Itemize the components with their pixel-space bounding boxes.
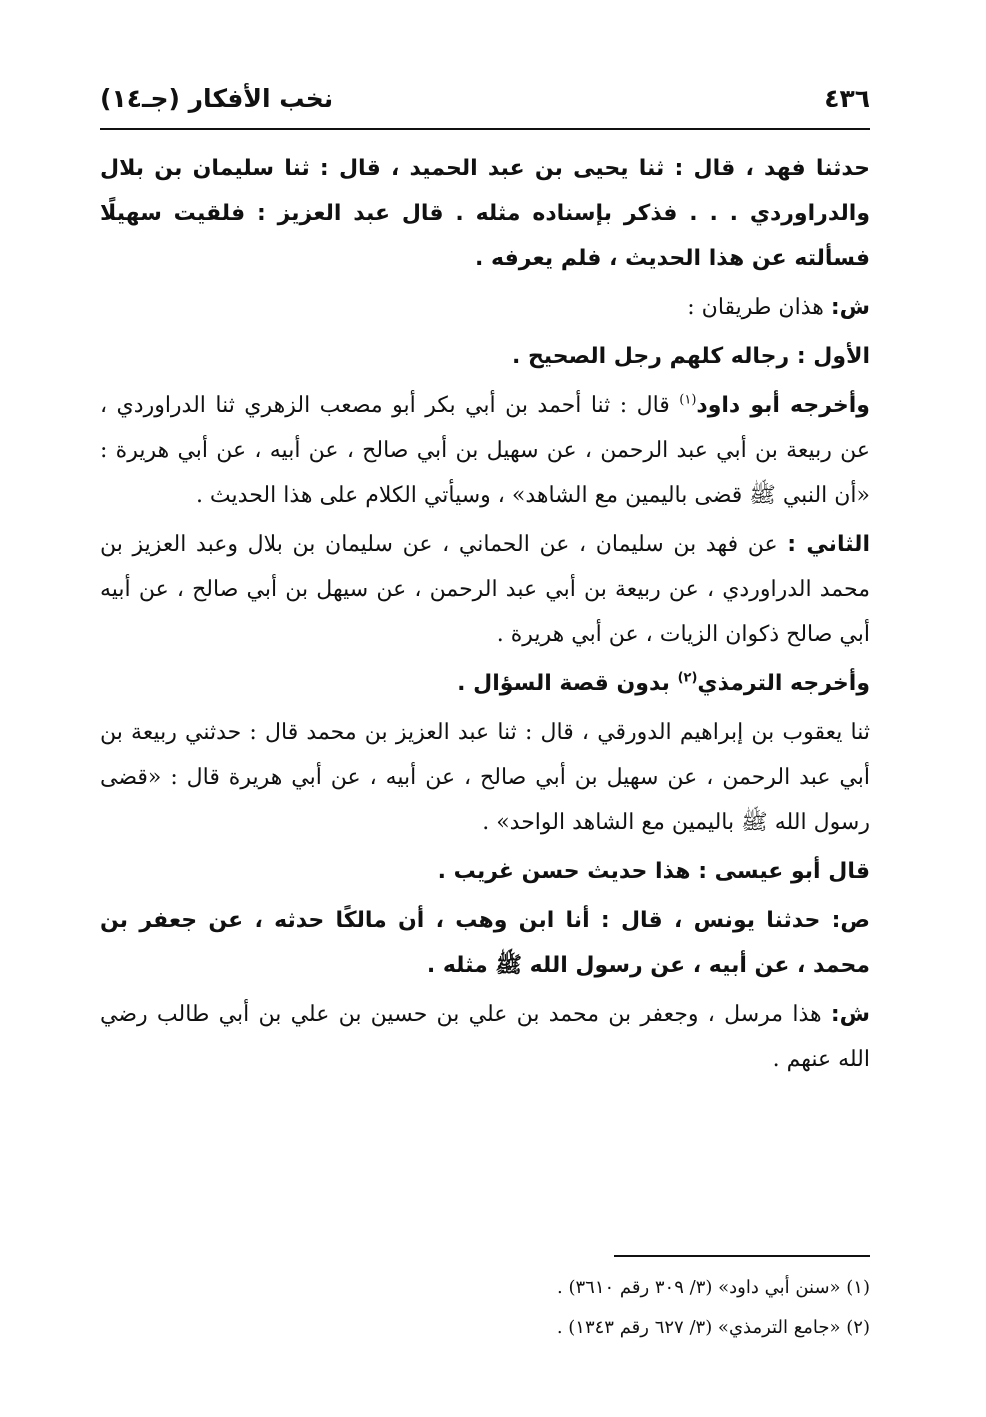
paragraph-lead: ش:: [830, 1002, 870, 1027]
paragraph-3: [100, 334, 870, 379]
paragraph-10: [100, 992, 870, 1082]
paragraph-lead: وأخرجه أبو داود: [696, 393, 870, 418]
paragraph-8: [100, 849, 870, 894]
book-title: نخب الأفكار (جـ١٤): [100, 84, 334, 113]
footnote-divider: [614, 1255, 870, 1257]
paragraph-text: قال أبو عيسى : هذا حديث حسن غريب .: [437, 859, 870, 884]
footnote-ref[interactable]: (١): [679, 392, 697, 408]
footnote-1: (١) «سنن أبي داود» (٣/ ٣٠٩ رقم ٣٦١٠) .: [557, 1277, 870, 1298]
footnote-2: (٢) «جامع الترمذي» (٣/ ٦٢٧ رقم ١٣٤٣) .: [556, 1317, 870, 1338]
paragraph-text: حدثنا فهد ، قال : ثنا يحيى بن عبد الحميد ، قال : ثنا سليمان بن بلال والدراوردي . . . فذكر بإسناده مثله . قال عبد العزيز : فلقيت سهيلًا فسألته عن هذا الحديث ، فلم يعرفه .: [100, 156, 870, 271]
main-text: [100, 146, 870, 1086]
paragraph-lead: وأخرجه الترمذي: [697, 671, 870, 696]
paragraph-text: هذان طريقان :: [687, 295, 831, 320]
paragraph-1: [100, 146, 870, 281]
footnotes: [100, 1268, 870, 1348]
paragraph-text: قال : ثنا أحمد بن أبي بكر أبو مصعب الزهري ثنا الدراوردي ، عن ربيعة بن أبي عبد الرحمن ، عن سهيل بن أبي صالح ، عن أبيه ، عن أبي هريرة : «أن النبي ﷺ قضى باليمين مع الشاهد» ، وسيأتي الكلام على هذا الحديث .: [100, 393, 870, 508]
paragraph-text: عن فهد بن سليمان ، عن الحماني ، عن سليمان بن بلال وعبد العزيز بن محمد الدراوردي ، عن ربيعة بن أبي عبد الرحمن ، عن سيهل بن أبي صالح ، عن أبيه أبي صالح ذكوان الزيات ، عن أبي هريرة .: [100, 532, 870, 647]
paragraph-9: [100, 898, 870, 988]
paragraph-text: هذا مرسل ، وجعفر بن محمد بن علي بن حسين بن علي بن أبي طالب رضي الله عنهم .: [100, 1002, 870, 1072]
paragraph-text: ثنا يعقوب بن إبراهيم الدورقي ، قال : ثنا عبد العزيز بن محمد قال : حدثني ربيعة بن أبي عبد الرحمن ، عن سهيل بن أبي صالح ، عن أبيه ، عن أبي هريرة قال : «قضى رسول الله ﷺ باليمين مع الشاهد الواحد» .: [100, 720, 870, 835]
paragraph-lead: ش:: [830, 295, 870, 320]
page-header: [100, 78, 870, 130]
paragraph-6: [100, 661, 870, 706]
paragraph-text: بدون قصة السؤال .: [457, 671, 678, 696]
paragraph-7: [100, 710, 870, 845]
paragraph-5: [100, 522, 870, 657]
paragraph-lead: الثاني :: [787, 532, 870, 557]
paragraph-4: [100, 383, 870, 518]
footnote-ref[interactable]: (٢): [677, 670, 698, 686]
paragraph-2: [100, 285, 870, 330]
paragraph-text: الأول : رجاله كلهم رجل الصحيح .: [511, 344, 870, 369]
paragraph-text: ص: حدثنا يونس ، قال : أنا ابن وهب ، أن مالكًا حدثه ، عن جعفر بن محمد ، عن أبيه ، عن رسول الله ﷺ مثله .: [100, 908, 870, 978]
page-number: ٤٣٦: [824, 84, 870, 113]
